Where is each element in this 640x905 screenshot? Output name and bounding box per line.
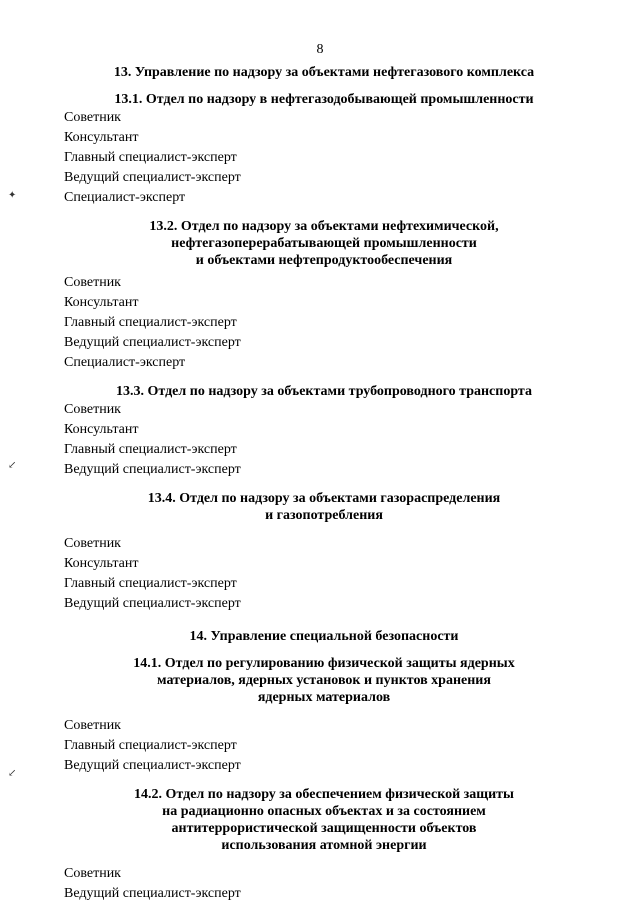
- subsection-title: 13.2. Отдел по надзору за объектами нефтехимической, нефтегазоперерабатывающей промышленности и объектами нефтепродуктообеспечения: [149, 219, 499, 268]
- position-item: Консультант: [64, 295, 139, 310]
- position-item: Ведущий специалист-эксперт: [64, 335, 241, 350]
- position-item: Консультант: [64, 130, 139, 145]
- position-item: Ведущий специалист-эксперт: [64, 596, 241, 611]
- position-item: Ведущий специалист-эксперт: [64, 758, 241, 773]
- section-title: 13. Управление по надзору за объектами нефтегазового комплекса: [113, 65, 535, 80]
- position-item: Советник: [64, 110, 121, 125]
- position-item: Ведущий специалист-эксперт: [64, 886, 241, 901]
- position-item: Консультант: [64, 422, 139, 437]
- position-item: Главный специалист-эксперт: [64, 150, 237, 165]
- position-item: Советник: [64, 402, 121, 417]
- subsection-title: 13.1. Отдел по надзору в нефтегазодобывающей промышленности: [114, 92, 534, 107]
- section-title: 14. Управление специальной безопасности: [189, 629, 459, 644]
- position-item: Главный специалист-эксперт: [64, 576, 237, 591]
- subsection-title: 13.3. Отдел по надзору за объектами трубопроводного транспорта: [116, 384, 532, 399]
- position-item: Главный специалист-эксперт: [64, 442, 237, 457]
- subsection-title: 14.2. Отдел по надзору за обеспечением физической защиты на радиационно опасных объектах и за состоянием антитеррористической защищенности объектов использования атомной энергии: [134, 787, 514, 853]
- position-item: Специалист-эксперт: [64, 355, 186, 370]
- position-item: Советник: [64, 718, 121, 733]
- position-item: Главный специалист-эксперт: [64, 738, 237, 753]
- position-item: Ведущий специалист-эксперт: [64, 462, 241, 477]
- position-item: Советник: [64, 275, 121, 290]
- position-item: Советник: [64, 866, 121, 881]
- subsection-title: 13.4. Отдел по надзору за объектами газораспределения и газопотребления: [147, 491, 501, 523]
- subsection-title: 14.1. Отдел по регулированию физической защиты ядерных материалов, ядерных установок и пунктов хранения ядерных материалов: [133, 656, 515, 705]
- position-item: Ведущий специалист-эксперт: [64, 170, 241, 185]
- margin-mark: ↙: [8, 460, 17, 471]
- position-item: Специалист-эксперт: [64, 190, 186, 205]
- position-item: Консультант: [64, 556, 139, 571]
- position-item: Советник: [64, 536, 121, 551]
- document-body: [64, 64, 584, 904]
- page-number: 8: [316, 42, 324, 57]
- position-item: Главный специалист-эксперт: [64, 315, 237, 330]
- margin-mark: ↙: [8, 768, 17, 779]
- margin-mark: ✦: [8, 190, 17, 201]
